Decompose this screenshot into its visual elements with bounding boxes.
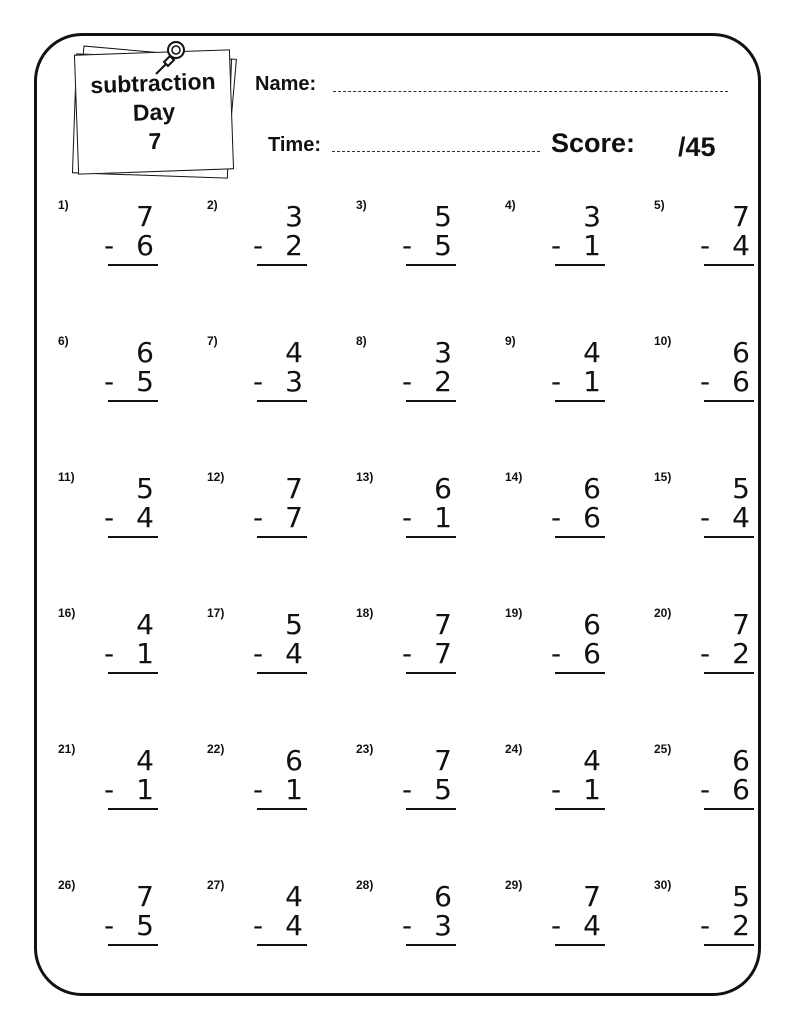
minus-sign: -: [104, 501, 115, 534]
score-label: Score:: [551, 128, 636, 158]
time-field[interactable]: [332, 151, 540, 152]
problem-item: [207, 334, 317, 424]
answer-line[interactable]: [555, 264, 605, 266]
minus-sign: -: [402, 501, 413, 534]
answer-line[interactable]: [406, 536, 456, 538]
subtrahend-row: [102, 367, 154, 397]
subtrahend: 2: [434, 365, 452, 398]
minus-sign: -: [402, 909, 413, 942]
minuend: 5: [732, 880, 750, 913]
subtrahend: 6: [583, 637, 601, 670]
subtrahend-row: [549, 639, 601, 669]
minuend: 6: [732, 744, 750, 777]
minuend: 6: [583, 472, 601, 505]
subtrahend: 3: [285, 365, 303, 398]
problem-number: 7): [207, 334, 218, 348]
subtrahend-row: [251, 775, 303, 805]
problem-number: 25): [654, 742, 672, 756]
answer-line[interactable]: [406, 264, 456, 266]
answer-line[interactable]: [704, 536, 754, 538]
subtrahend: 5: [434, 229, 452, 262]
problem-item: [58, 878, 168, 968]
minuend: 6: [583, 608, 601, 641]
answer-line[interactable]: [108, 400, 158, 402]
answer-line[interactable]: [406, 672, 456, 674]
subtrahend-row: [400, 775, 452, 805]
subtrahend: 1: [434, 501, 452, 534]
subtrahend-row: [251, 231, 303, 261]
problem-item: [654, 878, 764, 968]
problem-item: [356, 606, 466, 696]
minus-sign: -: [104, 773, 115, 806]
answer-line[interactable]: [257, 400, 307, 402]
problem-number: 11): [58, 470, 75, 484]
minus-sign: -: [700, 501, 711, 534]
minus-sign: -: [551, 501, 562, 534]
minuend: 7: [732, 608, 750, 641]
problem-number: 4): [505, 198, 516, 212]
subtrahend: 2: [285, 229, 303, 262]
problem-item: [207, 878, 317, 968]
minus-sign: -: [253, 909, 264, 942]
problem-item: [654, 742, 764, 832]
answer-line[interactable]: [257, 264, 307, 266]
minuend: 7: [434, 744, 452, 777]
minus-sign: -: [253, 773, 264, 806]
subtrahend: 1: [583, 229, 601, 262]
minus-sign: -: [551, 365, 562, 398]
minus-sign: -: [551, 229, 562, 262]
problem-number: 6): [58, 334, 69, 348]
problem-number: 18): [356, 606, 374, 620]
subtrahend-row: [102, 775, 154, 805]
subtrahend-row: [400, 231, 452, 261]
subtrahend-row: [549, 367, 601, 397]
subtrahend-row: [102, 231, 154, 261]
problem-number: 28): [356, 878, 374, 892]
minuend: 4: [583, 336, 601, 369]
problem-item: [58, 470, 168, 560]
answer-line[interactable]: [555, 536, 605, 538]
problem-number: 29): [505, 878, 523, 892]
problem-item: [505, 470, 615, 560]
subtrahend: 5: [434, 773, 452, 806]
minus-sign: -: [551, 909, 562, 942]
minuend: 7: [583, 880, 601, 913]
minuend: 6: [136, 336, 154, 369]
problem-number: 3): [356, 198, 367, 212]
answer-line[interactable]: [406, 808, 456, 810]
answer-line[interactable]: [555, 672, 605, 674]
answer-line[interactable]: [257, 536, 307, 538]
subtrahend: 1: [136, 773, 154, 806]
minuend: 6: [434, 472, 452, 505]
answer-line[interactable]: [108, 808, 158, 810]
problem-number: 24): [505, 742, 523, 756]
problem-item: [58, 742, 168, 832]
minus-sign: -: [402, 229, 413, 262]
problem-item: [58, 198, 168, 288]
subtrahend-row: [251, 367, 303, 397]
minus-sign: -: [253, 229, 264, 262]
minus-sign: -: [104, 637, 115, 670]
minus-sign: -: [104, 229, 115, 262]
subtrahend-row: [400, 911, 452, 941]
subtrahend: 4: [285, 909, 303, 942]
problem-number: 21): [58, 742, 76, 756]
problem-number: 27): [207, 878, 225, 892]
subtrahend-row: [698, 775, 750, 805]
subtrahend-row: [549, 503, 601, 533]
subtrahend: 6: [732, 773, 750, 806]
problem-item: [654, 606, 764, 696]
minus-sign: -: [104, 365, 115, 398]
answer-line[interactable]: [108, 264, 158, 266]
problem-item: [654, 334, 764, 424]
minus-sign: -: [253, 365, 264, 398]
minus-sign: -: [402, 637, 413, 670]
subtrahend-row: [698, 503, 750, 533]
problem-item: [356, 742, 466, 832]
day-number: 7: [148, 127, 162, 154]
problem-item: [207, 198, 317, 288]
answer-line[interactable]: [704, 264, 754, 266]
problem-number: 14): [505, 470, 523, 484]
problem-number: 19): [505, 606, 523, 620]
minus-sign: -: [700, 229, 711, 262]
minus-sign: -: [402, 365, 413, 398]
problem-item: [207, 470, 317, 560]
problem-number: 23): [356, 742, 374, 756]
subtrahend-row: [251, 503, 303, 533]
subtrahend: 4: [285, 637, 303, 670]
minuend: 3: [583, 200, 601, 233]
score-total: /45: [678, 132, 716, 162]
subtrahend-row: [251, 911, 303, 941]
answer-line[interactable]: [108, 536, 158, 538]
minuend: 3: [434, 336, 452, 369]
minuend: 4: [583, 744, 601, 777]
answer-line[interactable]: [704, 944, 754, 946]
answer-line[interactable]: [704, 808, 754, 810]
answer-line[interactable]: [108, 672, 158, 674]
problem-item: [356, 198, 466, 288]
problem-number: 2): [207, 198, 218, 212]
problem-item: [505, 878, 615, 968]
time-label: Time:: [268, 134, 321, 156]
subtrahend: 1: [583, 365, 601, 398]
problem-item: [356, 470, 466, 560]
problem-item: [58, 606, 168, 696]
answer-line[interactable]: [406, 944, 456, 946]
problem-number: 15): [654, 470, 672, 484]
problem-item: [505, 198, 615, 288]
minus-sign: -: [253, 637, 264, 670]
problem-number: 8): [356, 334, 367, 348]
minuend: 4: [285, 880, 303, 913]
answer-line[interactable]: [704, 672, 754, 674]
subtrahend-row: [400, 639, 452, 669]
subtrahend: 4: [732, 501, 750, 534]
minuend: 7: [285, 472, 303, 505]
title-note: [70, 38, 250, 188]
minuend: 5: [136, 472, 154, 505]
subtrahend: 2: [732, 909, 750, 942]
subtrahend: 1: [285, 773, 303, 806]
subtrahend: 5: [136, 365, 154, 398]
subtrahend: 4: [732, 229, 750, 262]
subtrahend-row: [400, 367, 452, 397]
problem-item: [654, 470, 764, 560]
subtrahend-row: [698, 639, 750, 669]
answer-line[interactable]: [257, 944, 307, 946]
subtrahend-row: [698, 911, 750, 941]
minuend: 4: [136, 608, 154, 641]
subtrahend-row: [102, 639, 154, 669]
name-field[interactable]: [333, 91, 728, 92]
worksheet-title: subtraction: [89, 67, 216, 98]
answer-line[interactable]: [257, 672, 307, 674]
subtrahend-row: [549, 775, 601, 805]
problem-item: [356, 878, 466, 968]
minus-sign: -: [700, 365, 711, 398]
problem-item: [505, 606, 615, 696]
subtrahend: 7: [434, 637, 452, 670]
subtrahend: 1: [136, 637, 154, 670]
minuend: 4: [285, 336, 303, 369]
subtrahend-row: [549, 911, 601, 941]
minuend: 7: [136, 880, 154, 913]
minuend: 6: [434, 880, 452, 913]
pushpin-icon: [152, 38, 192, 78]
minuend: 5: [285, 608, 303, 641]
answer-line[interactable]: [704, 400, 754, 402]
minus-sign: -: [104, 909, 115, 942]
problem-number: 22): [207, 742, 225, 756]
minuend: 5: [732, 472, 750, 505]
problem-number: 9): [505, 334, 516, 348]
problem-item: [58, 334, 168, 424]
problem-number: 26): [58, 878, 76, 892]
answer-line[interactable]: [555, 808, 605, 810]
subtrahend: 1: [583, 773, 601, 806]
problem-number: 16): [58, 606, 76, 620]
answer-line[interactable]: [257, 808, 307, 810]
minus-sign: -: [700, 909, 711, 942]
problem-number: 5): [654, 198, 665, 212]
problem-item: [356, 334, 466, 424]
problem-item: [207, 606, 317, 696]
problem-item: [505, 334, 615, 424]
subtrahend: 4: [136, 501, 154, 534]
minus-sign: -: [700, 637, 711, 670]
name-label: Name:: [255, 73, 317, 95]
problem-item: [654, 198, 764, 288]
subtrahend-row: [102, 503, 154, 533]
minuend: 6: [285, 744, 303, 777]
subtrahend-row: [698, 231, 750, 261]
subtrahend: 6: [136, 229, 154, 262]
problem-item: [505, 742, 615, 832]
answer-line[interactable]: [555, 944, 605, 946]
subtrahend-row: [400, 503, 452, 533]
minus-sign: -: [253, 501, 264, 534]
problem-number: 30): [654, 878, 672, 892]
subtrahend-row: [698, 367, 750, 397]
problem-number: 17): [207, 606, 225, 620]
problem-number: 12): [207, 470, 225, 484]
subtrahend-row: [102, 911, 154, 941]
answer-line[interactable]: [108, 944, 158, 946]
minus-sign: -: [402, 773, 413, 806]
subtrahend: 7: [285, 501, 303, 534]
problem-number: 10): [654, 334, 672, 348]
day-label: Day: [132, 97, 176, 126]
problem-number: 20): [654, 606, 672, 620]
minuend: 7: [136, 200, 154, 233]
problem-number: 1): [58, 198, 69, 212]
minuend: 5: [434, 200, 452, 233]
subtrahend: 5: [136, 909, 154, 942]
minuend: 6: [732, 336, 750, 369]
subtrahend-row: [251, 639, 303, 669]
minuend: 3: [285, 200, 303, 233]
subtrahend: 6: [583, 501, 601, 534]
subtrahend: 4: [583, 909, 601, 942]
minuend: 7: [434, 608, 452, 641]
problem-item: [207, 742, 317, 832]
minus-sign: -: [551, 637, 562, 670]
subtrahend-row: [549, 231, 601, 261]
subtrahend: 2: [732, 637, 750, 670]
answer-line[interactable]: [406, 400, 456, 402]
minus-sign: -: [551, 773, 562, 806]
problem-number: 13): [356, 470, 374, 484]
minus-sign: -: [700, 773, 711, 806]
minuend: 7: [732, 200, 750, 233]
subtrahend: 3: [434, 909, 452, 942]
minuend: 4: [136, 744, 154, 777]
answer-line[interactable]: [555, 400, 605, 402]
subtrahend: 6: [732, 365, 750, 398]
